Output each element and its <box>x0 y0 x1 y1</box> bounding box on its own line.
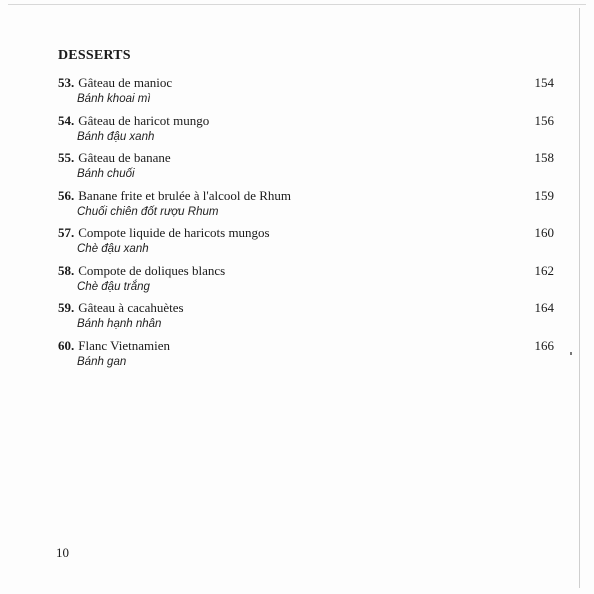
toc-entry <box>58 150 554 188</box>
entry-number: 56. <box>58 187 75 203</box>
entry-page-number: 156 <box>534 112 554 128</box>
entry-title-vietnamese: Chuối chiên đốt rượu Rhum <box>77 205 219 218</box>
toc-entry <box>58 225 554 263</box>
section-title: DESSERTS <box>58 48 131 63</box>
entry-title-vietnamese: Chè đậu trắng <box>77 280 150 293</box>
entry-number: 58. <box>58 262 75 278</box>
entry-number: 59. <box>58 300 75 315</box>
entry-title-french: Gâteau à cacahuètes <box>78 300 184 315</box>
entry-title-vietnamese: Bánh khoai mì <box>77 93 151 105</box>
entry-page-number: 160 <box>534 225 554 240</box>
scan-speck <box>570 352 572 355</box>
entry-page-number: 159 <box>534 187 554 203</box>
entry-number: 57. <box>58 225 75 240</box>
entry-title-french: Banane frite et brulée à l'alcool de Rhum <box>78 187 292 203</box>
toc-entry <box>58 300 554 338</box>
page-edge-right <box>579 8 580 588</box>
entry-title-vietnamese: Bánh gan <box>77 355 127 368</box>
entry-title-vietnamese: Bánh đậu xanh <box>77 130 155 143</box>
entry-title-french: Gâteau de manioc <box>78 75 173 90</box>
toc-entry <box>58 338 554 376</box>
entry-page-number: 166 <box>534 337 554 353</box>
entry-title-french: Compote de doliques blancs <box>78 262 226 278</box>
entry-page-number: 158 <box>534 150 554 165</box>
toc-entry <box>58 75 554 113</box>
entry-title-french: Flanc Vietnamien <box>78 337 171 353</box>
entry-title-french: Gâteau de banane <box>78 150 171 165</box>
toc-entry <box>58 188 554 226</box>
entry-title-vietnamese: Chè đậu xanh <box>77 243 149 255</box>
entry-number: 53. <box>58 75 75 90</box>
entry-title-vietnamese: Bánh hạnh nhân <box>77 318 162 330</box>
entry-title-french: Gâteau de haricot mungo <box>78 112 210 128</box>
entry-number: 55. <box>58 150 75 165</box>
entry-page-number: 164 <box>534 300 554 315</box>
entry-title-french: Compote liquide de haricots mungos <box>78 225 270 240</box>
entry-title-vietnamese: Bánh chuối <box>77 168 135 180</box>
toc-entry <box>58 113 554 151</box>
page-edge-top <box>8 4 586 5</box>
entry-page-number: 154 <box>534 75 554 90</box>
entry-number: 60. <box>58 337 75 353</box>
toc-entry <box>58 263 554 301</box>
page-number: 10 <box>56 545 69 560</box>
toc-entries <box>58 75 554 375</box>
entry-page-number: 162 <box>534 262 554 278</box>
entry-number: 54. <box>58 112 75 128</box>
